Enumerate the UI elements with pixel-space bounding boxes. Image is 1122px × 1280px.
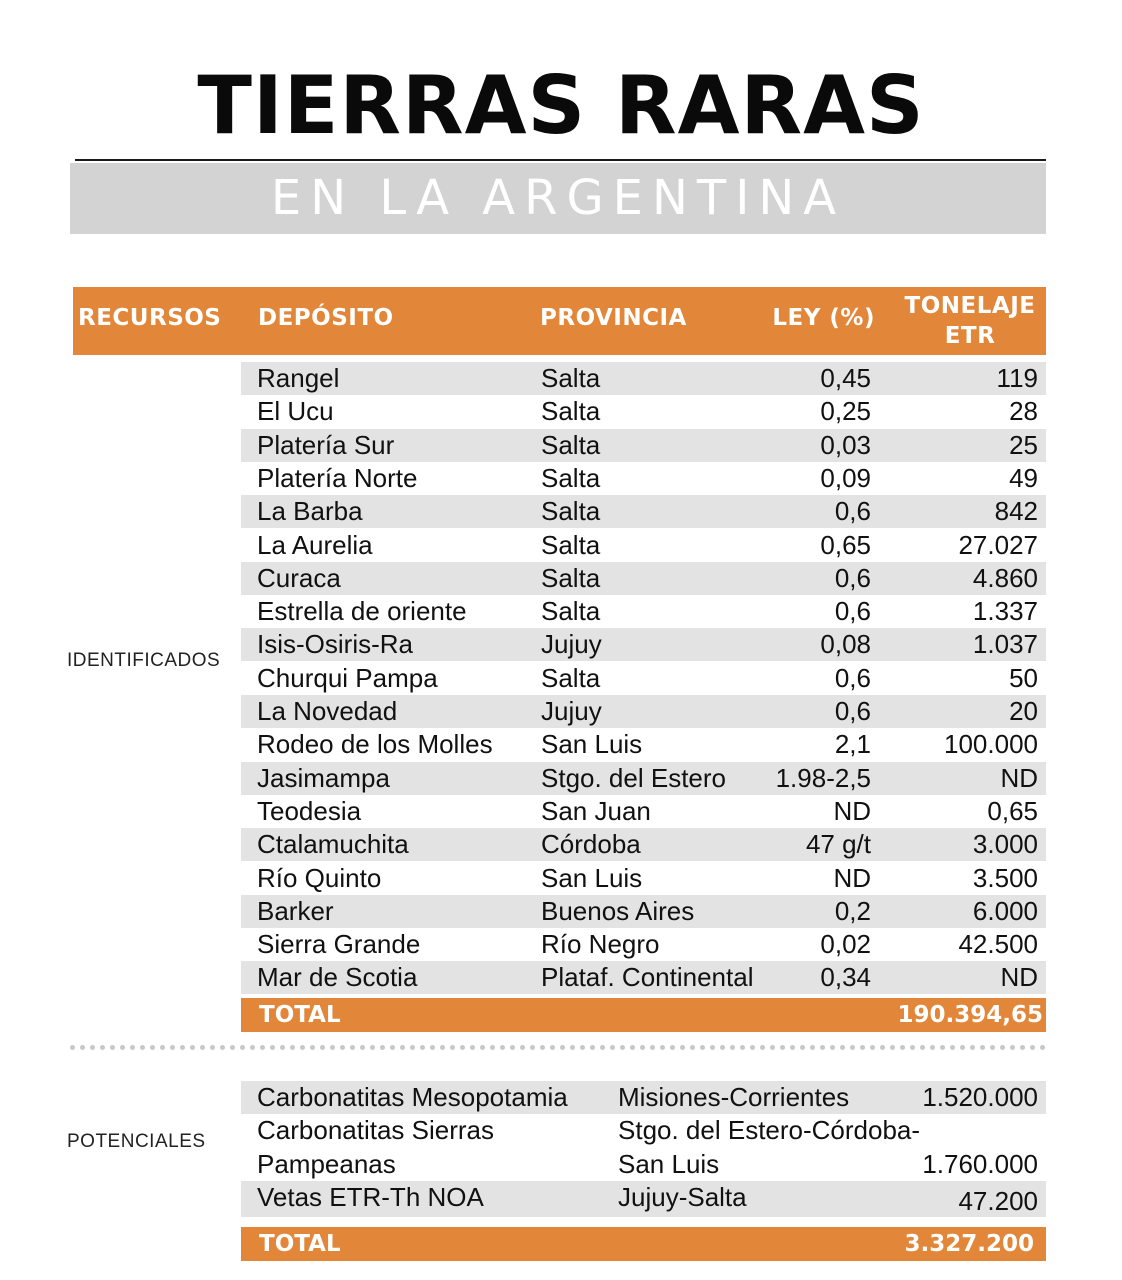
cell-tonelaje: 27.027 — [958, 529, 1038, 560]
cell-ley: 0,6 — [834, 496, 871, 527]
cell-ley: 0,6 — [834, 662, 871, 693]
section-divider — [70, 1045, 1046, 1050]
table-row — [241, 495, 1046, 528]
cell-ley: 0,6 — [834, 596, 871, 627]
cell-tonelaje: 20 — [1009, 696, 1038, 726]
title-divider — [75, 159, 1046, 161]
column-header-deposito: DEPÓSITO — [258, 305, 394, 331]
column-header-ley: LEY (%) — [772, 305, 875, 331]
cell-deposito-line1: Carbonatitas Sierras — [257, 1115, 494, 1145]
cell-ley: 0,6 — [834, 562, 871, 593]
group-label-identificados: IDENTIFICADOS — [67, 650, 221, 671]
page-title: TIERRAS RARAS — [197, 59, 925, 152]
column-header-tonelaje — [896, 291, 1044, 351]
cell-ley: ND — [833, 862, 871, 893]
cell-tonelaje: 28 — [1009, 396, 1038, 427]
cell-provincia: Salta — [541, 562, 601, 593]
cell-provincia: Jujuy — [541, 696, 602, 726]
cell-deposito: Curaca — [257, 562, 341, 593]
column-header-tonelaje-line2: ETR — [944, 323, 996, 349]
cell-tonelaje: 3.000 — [972, 829, 1038, 860]
cell-ley: 1.98-2,5 — [775, 762, 871, 793]
cell-deposito: Rangel — [257, 363, 340, 393]
total-value: 190.394,65 — [897, 1002, 1043, 1028]
cell-ley: 0,03 — [820, 429, 871, 460]
table-row — [241, 628, 1046, 661]
cell-deposito: La Aurelia — [257, 529, 373, 560]
cell-ley: 0,09 — [820, 462, 871, 493]
column-header-provincia: PROVINCIA — [540, 305, 687, 331]
cell-provincia: Jujuy-Salta — [618, 1182, 747, 1212]
cell-ley: 2,1 — [834, 729, 871, 760]
cell-ley: ND — [833, 795, 871, 826]
cell-ley: 0,08 — [820, 629, 871, 660]
cell-provincia: San Juan — [541, 795, 651, 826]
cell-tonelaje: 25 — [1009, 429, 1038, 460]
total-value: 3.327.200 — [904, 1231, 1034, 1257]
cell-deposito: Río Quinto — [257, 862, 382, 893]
cell-tonelaje: 119 — [996, 363, 1038, 393]
cell-tonelaje: 3.500 — [972, 862, 1038, 893]
cell-tonelaje: 6.000 — [972, 895, 1038, 926]
cell-provincia: Salta — [541, 529, 601, 560]
table-row — [241, 862, 1046, 895]
table-row — [241, 795, 1046, 828]
total-label: TOTAL — [259, 1231, 341, 1257]
cell-ley: 0,6 — [834, 696, 871, 726]
cell-provincia: Buenos Aires — [541, 895, 695, 926]
cell-provincia: Salta — [541, 596, 601, 627]
column-header-recursos: RECURSOS — [78, 305, 222, 331]
cell-deposito: Isis-Osiris-Ra — [257, 629, 413, 660]
table-row — [241, 961, 1046, 994]
cell-tonelaje: 1.337 — [972, 596, 1038, 627]
cell-provincia: Plataf. Continental — [541, 962, 754, 993]
cell-deposito: Carbonatitas Mesopotamia — [257, 1082, 568, 1112]
cell-tonelaje: 4.860 — [972, 562, 1038, 593]
cell-tonelaje: 47.200 — [958, 1186, 1038, 1216]
cell-tonelaje: 1.037 — [972, 629, 1038, 660]
table-row — [241, 595, 1046, 628]
cell-ley: 0,65 — [820, 529, 871, 560]
cell-deposito: Teodesia — [257, 795, 362, 826]
cell-tonelaje: 49 — [1009, 462, 1038, 493]
cell-provincia: San Luis — [541, 862, 643, 893]
cell-tonelaje: 1.760.000 — [922, 1149, 1038, 1179]
cell-tonelaje: ND — [1000, 962, 1038, 993]
cell-deposito: Platería Sur — [257, 429, 395, 460]
page-subtitle: EN LA ARGENTINA — [270, 170, 846, 226]
cell-deposito: Jasimampa — [257, 762, 390, 793]
table-row — [241, 462, 1046, 495]
cell-tonelaje: 0,65 — [987, 795, 1038, 826]
cell-ley: 0,02 — [820, 929, 871, 960]
cell-tonelaje: 50 — [1009, 662, 1038, 693]
cell-provincia-line2: San Luis — [618, 1149, 720, 1179]
table-row — [241, 362, 1046, 395]
cell-provincia: San Luis — [541, 729, 643, 760]
cell-provincia: Salta — [541, 396, 601, 427]
cell-deposito: El Ucu — [257, 396, 334, 427]
table-row — [241, 828, 1046, 861]
cell-provincia: Río Negro — [541, 929, 660, 960]
cell-deposito-line2: Pampeanas — [257, 1149, 396, 1179]
cell-ley: 0,34 — [820, 962, 871, 993]
cell-tonelaje: ND — [1000, 762, 1038, 793]
total-row-potenciales — [241, 1227, 1046, 1261]
table-row — [241, 529, 1046, 562]
table-row — [241, 762, 1046, 795]
cell-provincia: Misiones-Corrientes — [618, 1082, 850, 1112]
cell-deposito: Barker — [257, 895, 334, 926]
table-row — [241, 395, 1046, 428]
cell-provincia: Salta — [541, 662, 601, 693]
group-label-potenciales: POTENCIALES — [67, 1131, 206, 1152]
cell-deposito: Sierra Grande — [257, 929, 421, 960]
table-row — [241, 895, 1046, 928]
cell-provincia: Salta — [541, 429, 601, 460]
total-label: TOTAL — [259, 1002, 341, 1028]
cell-provincia: Salta — [541, 496, 601, 527]
table-row — [241, 928, 1046, 961]
table-row — [241, 662, 1046, 695]
cell-deposito: Ctalamuchita — [257, 829, 409, 860]
table-row — [241, 429, 1046, 462]
cell-provincia: Salta — [541, 363, 601, 393]
table-row — [241, 728, 1046, 761]
table-row — [241, 1181, 1046, 1217]
total-row-identificados — [241, 998, 1046, 1032]
column-header-tonelaje-line1: TONELAJE — [904, 293, 1036, 319]
cell-tonelaje: 842 — [994, 496, 1038, 527]
table-row — [241, 695, 1046, 728]
cell-deposito: Platería Norte — [257, 462, 418, 493]
cell-deposito: Vetas ETR-Th NOA — [257, 1182, 484, 1212]
cell-provincia: Stgo. del Estero — [541, 762, 726, 793]
table-row — [241, 1114, 1046, 1181]
cell-tonelaje: 100.000 — [944, 729, 1038, 760]
cell-ley: 0,25 — [820, 396, 871, 427]
cell-deposito: Churqui Pampa — [257, 662, 438, 693]
cell-deposito: La Novedad — [257, 696, 398, 726]
cell-deposito: La Barba — [257, 496, 363, 527]
cell-tonelaje: 1.520.000 — [922, 1082, 1038, 1112]
cell-deposito: Estrella de oriente — [257, 596, 467, 627]
cell-deposito: Mar de Scotia — [257, 962, 418, 993]
cell-provincia-line1: Stgo. del Estero-Córdoba- — [618, 1115, 921, 1145]
table-row — [241, 1081, 1046, 1114]
cell-deposito: Rodeo de los Molles — [257, 729, 493, 760]
cell-provincia: Córdoba — [541, 829, 641, 860]
cell-provincia: Jujuy — [541, 629, 602, 660]
cell-tonelaje: 42.500 — [958, 929, 1038, 960]
cell-ley: 0,2 — [834, 895, 871, 926]
table-row — [241, 562, 1046, 595]
cell-ley: 0,45 — [820, 363, 871, 393]
cell-provincia: Salta — [541, 462, 601, 493]
cell-ley: 47 g/t — [805, 829, 871, 860]
